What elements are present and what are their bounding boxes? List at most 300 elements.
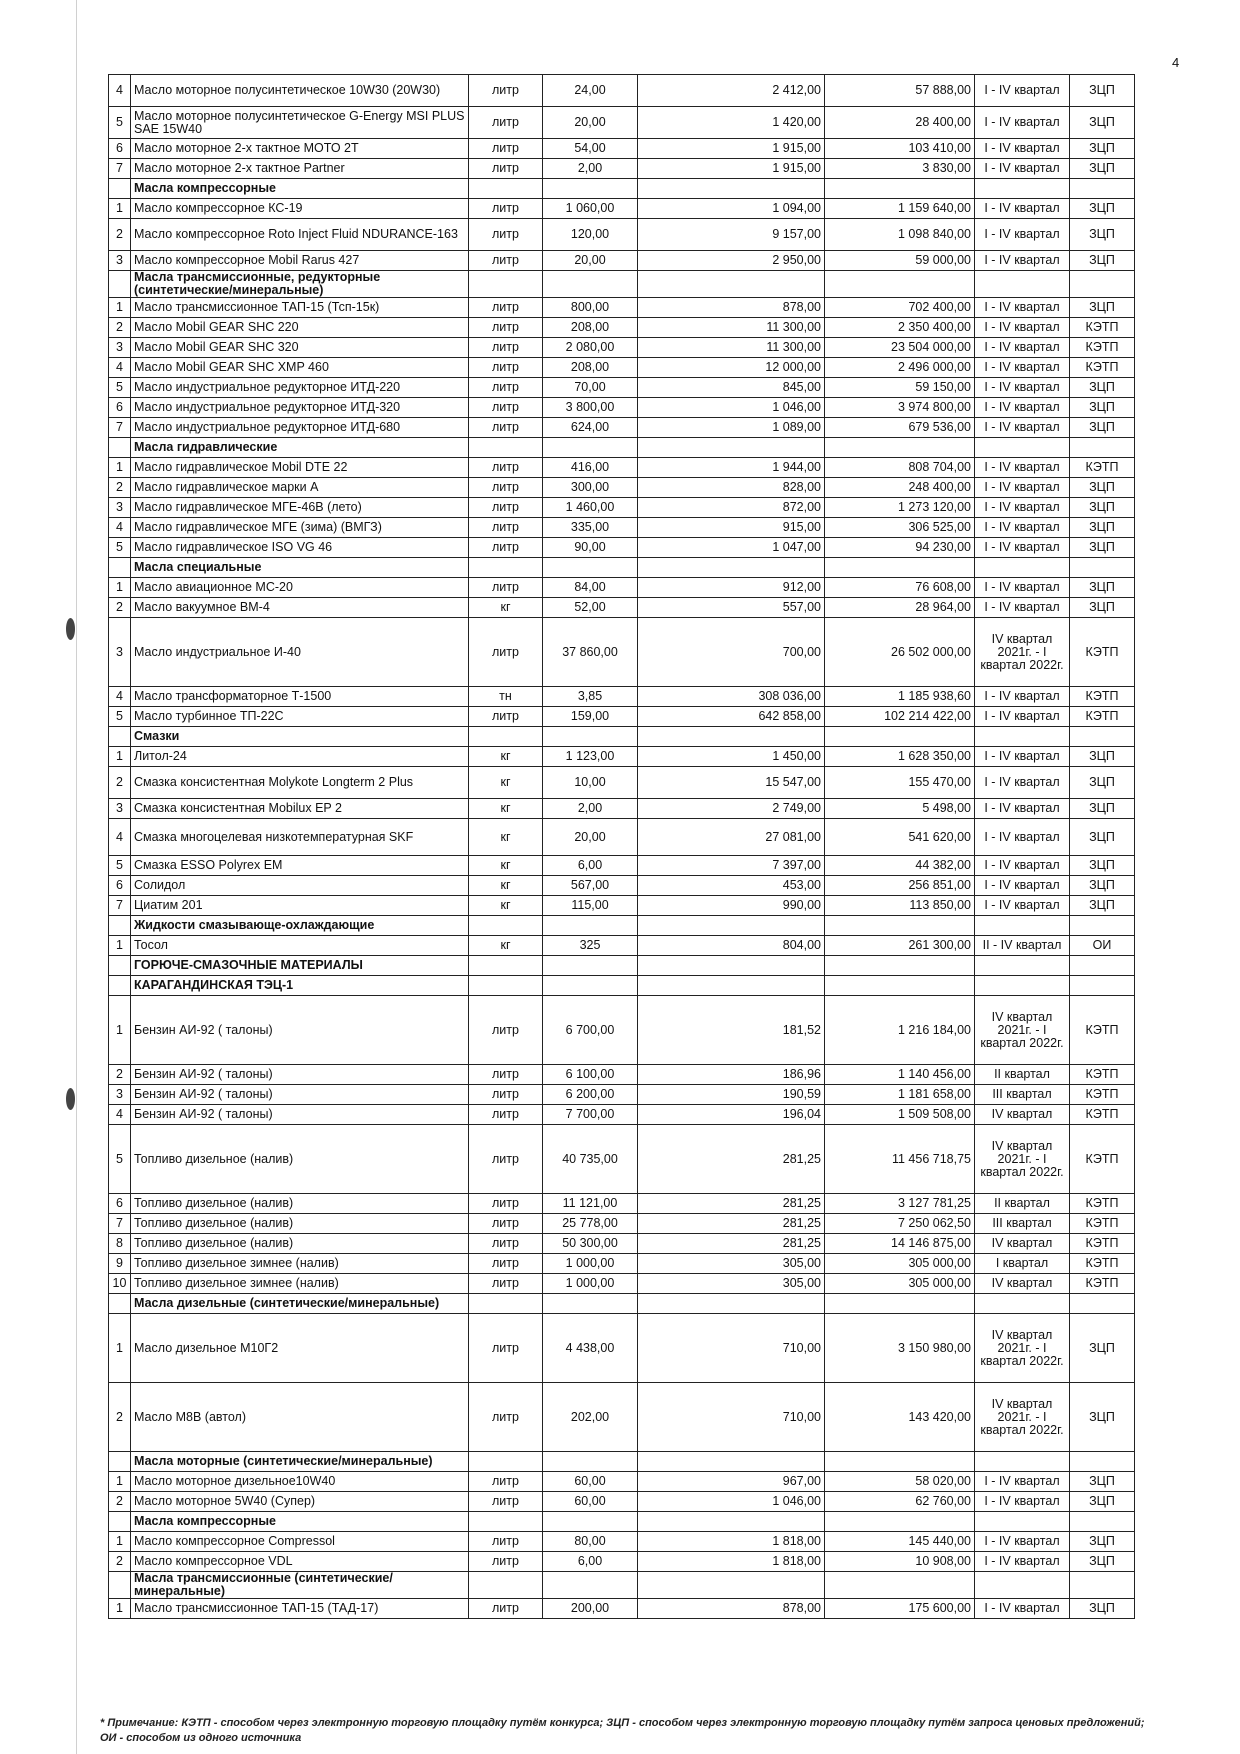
empty-cell [825, 976, 975, 996]
table-row [109, 856, 1135, 876]
row-number-cell: 5 [109, 107, 131, 139]
unit-cell: литр [469, 139, 543, 159]
unit-price-cell: 872,00 [638, 498, 825, 518]
unit-price-cell: 1 915,00 [638, 139, 825, 159]
quantity-cell: 80,00 [543, 1532, 638, 1552]
procurement-method-cell: ЗЦП [1070, 1492, 1135, 1512]
delivery-period-cell: I - IV квартал [975, 75, 1070, 107]
section-title: Масла трансмиссионные (синтетические/минеральные) [131, 1572, 469, 1599]
delivery-period-cell: I - IV квартал [975, 1492, 1070, 1512]
delivery-period-cell: IV квартал 2021г. - I квартал 2022г. [975, 1314, 1070, 1383]
delivery-period-cell: I - IV квартал [975, 478, 1070, 498]
unit-price-cell: 912,00 [638, 578, 825, 598]
unit-cell: литр [469, 1234, 543, 1254]
quantity-cell: 416,00 [543, 458, 638, 478]
table-row [109, 578, 1135, 598]
row-number-cell: 4 [109, 1105, 131, 1125]
item-name-cell: Масло Mobil GEAR SHC XMP 460 [131, 358, 469, 378]
procurement-method-cell: ЗЦП [1070, 876, 1135, 896]
empty-cell [109, 976, 131, 996]
unit-cell: литр [469, 298, 543, 318]
quantity-cell: 11 121,00 [543, 1194, 638, 1214]
unit-cell: литр [469, 1599, 543, 1619]
procurement-method-cell: ЗЦП [1070, 378, 1135, 398]
procurement-method-cell: ЗЦП [1070, 478, 1135, 498]
procurement-method-cell: ЗЦП [1070, 107, 1135, 139]
total-sum-cell: 28 400,00 [825, 107, 975, 139]
empty-cell [469, 727, 543, 747]
total-sum-cell: 808 704,00 [825, 458, 975, 478]
empty-cell [638, 438, 825, 458]
table-row [109, 1314, 1135, 1383]
empty-cell [1070, 1572, 1135, 1599]
empty-cell [469, 976, 543, 996]
item-name-cell: Бензин АИ-92 ( талоны) [131, 1085, 469, 1105]
row-number-cell: 4 [109, 819, 131, 856]
item-name-cell: Масло дизельное М10Г2 [131, 1314, 469, 1383]
empty-cell [638, 956, 825, 976]
unit-cell: кг [469, 936, 543, 956]
total-sum-cell: 7 250 062,50 [825, 1214, 975, 1234]
section-row [109, 1512, 1135, 1532]
empty-cell [469, 558, 543, 578]
item-name-cell: Масло М8В (автол) [131, 1383, 469, 1452]
unit-price-cell: 710,00 [638, 1383, 825, 1452]
total-sum-cell: 1 140 456,00 [825, 1065, 975, 1085]
unit-cell: литр [469, 498, 543, 518]
total-sum-cell: 143 420,00 [825, 1383, 975, 1452]
item-name-cell: Масло компрессорное VDL [131, 1552, 469, 1572]
row-number-cell: 1 [109, 1599, 131, 1619]
section-title: Масла специальные [131, 558, 469, 578]
quantity-cell: 20,00 [543, 251, 638, 271]
total-sum-cell: 11 456 718,75 [825, 1125, 975, 1194]
total-sum-cell: 175 600,00 [825, 1599, 975, 1619]
quantity-cell: 24,00 [543, 75, 638, 107]
procurement-method-cell: ЗЦП [1070, 896, 1135, 916]
quantity-cell: 20,00 [543, 107, 638, 139]
empty-cell [975, 558, 1070, 578]
section-row [109, 271, 1135, 298]
procurement-method-cell: КЭТП [1070, 318, 1135, 338]
table-row [109, 799, 1135, 819]
unit-price-cell: 845,00 [638, 378, 825, 398]
table-row [109, 896, 1135, 916]
procurement-method-cell: ЗЦП [1070, 856, 1135, 876]
empty-cell [543, 956, 638, 976]
empty-cell [469, 916, 543, 936]
empty-cell [1070, 558, 1135, 578]
table-row [109, 538, 1135, 558]
unit-price-cell: 1 944,00 [638, 458, 825, 478]
total-sum-cell: 3 830,00 [825, 159, 975, 179]
delivery-period-cell: IV квартал [975, 1274, 1070, 1294]
row-number-cell: 3 [109, 799, 131, 819]
empty-cell [109, 916, 131, 936]
procurement-method-cell: КЭТП [1070, 1234, 1135, 1254]
delivery-period-cell: IV квартал 2021г. - I квартал 2022г. [975, 996, 1070, 1065]
procurement-method-cell: ЗЦП [1070, 251, 1135, 271]
unit-price-cell: 2 749,00 [638, 799, 825, 819]
total-sum-cell: 57 888,00 [825, 75, 975, 107]
empty-cell [825, 956, 975, 976]
empty-cell [638, 1572, 825, 1599]
quantity-cell: 2 080,00 [543, 338, 638, 358]
unit-cell: тн [469, 687, 543, 707]
unit-price-cell: 990,00 [638, 896, 825, 916]
procurement-method-cell: ЗЦП [1070, 1383, 1135, 1452]
empty-cell [825, 1572, 975, 1599]
total-sum-cell: 541 620,00 [825, 819, 975, 856]
row-number-cell: 9 [109, 1254, 131, 1274]
total-sum-cell: 1 159 640,00 [825, 199, 975, 219]
quantity-cell: 3,85 [543, 687, 638, 707]
quantity-cell: 300,00 [543, 478, 638, 498]
delivery-period-cell: I - IV квартал [975, 1532, 1070, 1552]
row-number-cell: 1 [109, 298, 131, 318]
quantity-cell: 1 123,00 [543, 747, 638, 767]
unit-cell: литр [469, 1065, 543, 1085]
procurement-method-cell: ЗЦП [1070, 398, 1135, 418]
total-sum-cell: 28 964,00 [825, 598, 975, 618]
item-name-cell: Масло вакуумное ВМ-4 [131, 598, 469, 618]
item-name-cell: Бензин АИ-92 ( талоны) [131, 996, 469, 1065]
section-title: Масла дизельные (синтетические/минеральные) [131, 1294, 469, 1314]
item-name-cell: Топливо дизельное зимнее (налив) [131, 1274, 469, 1294]
unit-cell: литр [469, 1125, 543, 1194]
row-number-cell: 1 [109, 1314, 131, 1383]
row-number-cell: 1 [109, 747, 131, 767]
unit-price-cell: 305,00 [638, 1254, 825, 1274]
quantity-cell: 335,00 [543, 518, 638, 538]
row-number-cell: 7 [109, 896, 131, 916]
empty-cell [825, 1452, 975, 1472]
empty-cell [638, 179, 825, 199]
empty-cell [638, 976, 825, 996]
procurement-method-cell: КЭТП [1070, 1105, 1135, 1125]
empty-cell [825, 438, 975, 458]
unit-price-cell: 281,25 [638, 1214, 825, 1234]
empty-cell [825, 179, 975, 199]
unit-cell: литр [469, 538, 543, 558]
delivery-period-cell: I - IV квартал [975, 358, 1070, 378]
delivery-period-cell: I - IV квартал [975, 458, 1070, 478]
table-row [109, 378, 1135, 398]
item-name-cell: Масло трансмиссионное ТАП-15 (ТАД-17) [131, 1599, 469, 1619]
unit-cell: литр [469, 1194, 543, 1214]
section-row [109, 956, 1135, 976]
table-row [109, 1065, 1135, 1085]
delivery-period-cell: I - IV квартал [975, 876, 1070, 896]
unit-price-cell: 308 036,00 [638, 687, 825, 707]
unit-price-cell: 1 818,00 [638, 1552, 825, 1572]
procurement-method-cell: ЗЦП [1070, 1532, 1135, 1552]
table-row [109, 1274, 1135, 1294]
delivery-period-cell: I - IV квартал [975, 298, 1070, 318]
procurement-method-cell: КЭТП [1070, 687, 1135, 707]
unit-cell: кг [469, 747, 543, 767]
section-row [109, 558, 1135, 578]
row-number-cell: 5 [109, 856, 131, 876]
empty-cell [469, 1512, 543, 1532]
row-number-cell: 6 [109, 398, 131, 418]
table-row [109, 618, 1135, 687]
table-row [109, 1194, 1135, 1214]
quantity-cell: 208,00 [543, 358, 638, 378]
unit-cell: литр [469, 1492, 543, 1512]
unit-cell: литр [469, 1472, 543, 1492]
section-row [109, 916, 1135, 936]
quantity-cell: 90,00 [543, 538, 638, 558]
unit-price-cell: 804,00 [638, 936, 825, 956]
quantity-cell: 10,00 [543, 767, 638, 799]
procurement-method-cell: ЗЦП [1070, 219, 1135, 251]
quantity-cell: 70,00 [543, 378, 638, 398]
section-row [109, 438, 1135, 458]
total-sum-cell: 76 608,00 [825, 578, 975, 598]
empty-cell [638, 558, 825, 578]
unit-price-cell: 281,25 [638, 1194, 825, 1214]
unit-cell: литр [469, 478, 543, 498]
row-number-cell: 1 [109, 199, 131, 219]
empty-cell [1070, 179, 1135, 199]
item-name-cell: Масло Mobil GEAR SHC 320 [131, 338, 469, 358]
quantity-cell: 6 700,00 [543, 996, 638, 1065]
unit-price-cell: 453,00 [638, 876, 825, 896]
row-number-cell: 10 [109, 1274, 131, 1294]
unit-price-cell: 2 950,00 [638, 251, 825, 271]
total-sum-cell: 145 440,00 [825, 1532, 975, 1552]
item-name-cell: Масло гидравлическое Mobil DTE 22 [131, 458, 469, 478]
empty-cell [109, 179, 131, 199]
punch-hole-mark [66, 618, 75, 640]
total-sum-cell: 306 525,00 [825, 518, 975, 538]
empty-cell [543, 558, 638, 578]
quantity-cell: 1 460,00 [543, 498, 638, 518]
unit-cell: кг [469, 856, 543, 876]
empty-cell [638, 727, 825, 747]
row-number-cell: 3 [109, 498, 131, 518]
quantity-cell: 6 100,00 [543, 1065, 638, 1085]
section-row [109, 976, 1135, 996]
unit-price-cell: 7 397,00 [638, 856, 825, 876]
delivery-period-cell: I - IV квартал [975, 578, 1070, 598]
empty-cell [825, 1512, 975, 1532]
row-number-cell: 2 [109, 1552, 131, 1572]
empty-cell [975, 956, 1070, 976]
delivery-period-cell: I - IV квартал [975, 199, 1070, 219]
unit-cell: литр [469, 418, 543, 438]
delivery-period-cell: I - IV квартал [975, 896, 1070, 916]
unit-price-cell: 1 915,00 [638, 159, 825, 179]
row-number-cell: 3 [109, 338, 131, 358]
delivery-period-cell: I - IV квартал [975, 1552, 1070, 1572]
item-name-cell: Топливо дизельное зимнее (налив) [131, 1254, 469, 1274]
unit-cell: литр [469, 518, 543, 538]
delivery-period-cell: I - IV квартал [975, 799, 1070, 819]
item-name-cell: Масло турбинное ТП-22С [131, 707, 469, 727]
empty-cell [1070, 1294, 1135, 1314]
row-number-cell: 2 [109, 767, 131, 799]
empty-cell [469, 179, 543, 199]
unit-cell: кг [469, 799, 543, 819]
total-sum-cell: 14 146 875,00 [825, 1234, 975, 1254]
unit-price-cell: 878,00 [638, 298, 825, 318]
empty-cell [1070, 727, 1135, 747]
unit-cell: литр [469, 458, 543, 478]
unit-price-cell: 12 000,00 [638, 358, 825, 378]
item-name-cell: Топливо дизельное (налив) [131, 1125, 469, 1194]
item-name-cell: Масло моторное 2-х тактное МОТО 2Т [131, 139, 469, 159]
table-row [109, 598, 1135, 618]
quantity-cell: 6 200,00 [543, 1085, 638, 1105]
row-number-cell: 1 [109, 1532, 131, 1552]
row-number-cell: 3 [109, 618, 131, 687]
page-number: 4 [1172, 55, 1180, 70]
unit-price-cell: 305,00 [638, 1274, 825, 1294]
procurement-method-cell: ЗЦП [1070, 538, 1135, 558]
table-row [109, 1254, 1135, 1274]
quantity-cell: 159,00 [543, 707, 638, 727]
procurement-method-cell: ЗЦП [1070, 1472, 1135, 1492]
row-number-cell: 7 [109, 159, 131, 179]
table-row [109, 1105, 1135, 1125]
empty-cell [109, 956, 131, 976]
total-sum-cell: 679 536,00 [825, 418, 975, 438]
empty-cell [825, 727, 975, 747]
procurement-table [108, 74, 1135, 1619]
unit-price-cell: 1 450,00 [638, 747, 825, 767]
unit-price-cell: 878,00 [638, 1599, 825, 1619]
item-name-cell: Масло гидравлическое МГЕ-46В (лето) [131, 498, 469, 518]
total-sum-cell: 248 400,00 [825, 478, 975, 498]
empty-cell [825, 271, 975, 298]
quantity-cell: 624,00 [543, 418, 638, 438]
procurement-method-cell: ЗЦП [1070, 1314, 1135, 1383]
item-name-cell: Масло трансформаторное Т-1500 [131, 687, 469, 707]
empty-cell [1070, 916, 1135, 936]
table-row [109, 298, 1135, 318]
empty-cell [543, 1512, 638, 1532]
row-number-cell: 5 [109, 378, 131, 398]
section-title: Масла компрессорные [131, 1512, 469, 1532]
quantity-cell: 800,00 [543, 298, 638, 318]
section-title: ГОРЮЧЕ-СМАЗОЧНЫЕ МАТЕРИАЛЫ [131, 956, 469, 976]
quantity-cell: 84,00 [543, 578, 638, 598]
row-number-cell: 2 [109, 598, 131, 618]
procurement-method-cell: ЗЦП [1070, 199, 1135, 219]
empty-cell [1070, 1452, 1135, 1472]
table-row [109, 338, 1135, 358]
unit-price-cell: 2 412,00 [638, 75, 825, 107]
empty-cell [975, 1294, 1070, 1314]
empty-cell [543, 438, 638, 458]
quantity-cell: 200,00 [543, 1599, 638, 1619]
empty-cell [1070, 956, 1135, 976]
table-row [109, 418, 1135, 438]
unit-cell: литр [469, 1105, 543, 1125]
section-row [109, 1572, 1135, 1599]
quantity-cell: 1 060,00 [543, 199, 638, 219]
table-row [109, 1552, 1135, 1572]
delivery-period-cell: I - IV квартал [975, 378, 1070, 398]
quantity-cell: 25 778,00 [543, 1214, 638, 1234]
quantity-cell: 4 438,00 [543, 1314, 638, 1383]
row-number-cell: 2 [109, 1383, 131, 1452]
table-row [109, 1492, 1135, 1512]
table-row [109, 498, 1135, 518]
delivery-period-cell: III квартал [975, 1214, 1070, 1234]
row-number-cell: 8 [109, 1234, 131, 1254]
item-name-cell: Масло компрессорное Roto Inject Fluid NDURANCE-163 [131, 219, 469, 251]
total-sum-cell: 261 300,00 [825, 936, 975, 956]
item-name-cell: Масло моторное полусинтетическое G-Energy MSI PLUS SAE 15W40 [131, 107, 469, 139]
item-name-cell: Тосол [131, 936, 469, 956]
procurement-method-cell: ЗЦП [1070, 298, 1135, 318]
unit-price-cell: 1 046,00 [638, 398, 825, 418]
unit-price-cell: 700,00 [638, 618, 825, 687]
empty-cell [543, 1294, 638, 1314]
item-name-cell: Масло моторное 2-х тактное Partner [131, 159, 469, 179]
unit-price-cell: 27 081,00 [638, 819, 825, 856]
empty-cell [543, 727, 638, 747]
empty-cell [638, 1452, 825, 1472]
unit-cell: литр [469, 251, 543, 271]
procurement-method-cell: ЗЦП [1070, 518, 1135, 538]
unit-price-cell: 1 046,00 [638, 1492, 825, 1512]
delivery-period-cell: I - IV квартал [975, 707, 1070, 727]
unit-price-cell: 1 089,00 [638, 418, 825, 438]
total-sum-cell: 155 470,00 [825, 767, 975, 799]
delivery-period-cell: I - IV квартал [975, 747, 1070, 767]
delivery-period-cell: I - IV квартал [975, 318, 1070, 338]
empty-cell [1070, 438, 1135, 458]
row-number-cell: 4 [109, 75, 131, 107]
total-sum-cell: 23 504 000,00 [825, 338, 975, 358]
quantity-cell: 37 860,00 [543, 618, 638, 687]
total-sum-cell: 2 350 400,00 [825, 318, 975, 338]
total-sum-cell: 113 850,00 [825, 896, 975, 916]
item-name-cell: Масло гидравлическое ISO VG 46 [131, 538, 469, 558]
row-number-cell: 5 [109, 538, 131, 558]
item-name-cell: Смазка консистентная Molykote Longterm 2 Plus [131, 767, 469, 799]
item-name-cell: Масло трансмиссионное ТАП-15 (Тсп-15к) [131, 298, 469, 318]
item-name-cell: Масло моторное дизельное10W40 [131, 1472, 469, 1492]
total-sum-cell: 58 020,00 [825, 1472, 975, 1492]
quantity-cell: 208,00 [543, 318, 638, 338]
unit-price-cell: 1 094,00 [638, 199, 825, 219]
punch-hole-mark [66, 1088, 75, 1110]
table-row [109, 318, 1135, 338]
procurement-method-cell: КЭТП [1070, 618, 1135, 687]
unit-cell: литр [469, 199, 543, 219]
unit-price-cell: 1 818,00 [638, 1532, 825, 1552]
table-row [109, 876, 1135, 896]
empty-cell [975, 1512, 1070, 1532]
row-number-cell: 1 [109, 1472, 131, 1492]
procurement-method-cell: ЗЦП [1070, 767, 1135, 799]
unit-cell: кг [469, 876, 543, 896]
delivery-period-cell: I - IV квартал [975, 538, 1070, 558]
procurement-method-cell: ЗЦП [1070, 498, 1135, 518]
quantity-cell: 6,00 [543, 1552, 638, 1572]
item-name-cell: Литол-24 [131, 747, 469, 767]
quantity-cell: 115,00 [543, 896, 638, 916]
unit-cell: кг [469, 896, 543, 916]
empty-cell [469, 271, 543, 298]
section-title: Масла гидравлические [131, 438, 469, 458]
row-number-cell: 3 [109, 251, 131, 271]
